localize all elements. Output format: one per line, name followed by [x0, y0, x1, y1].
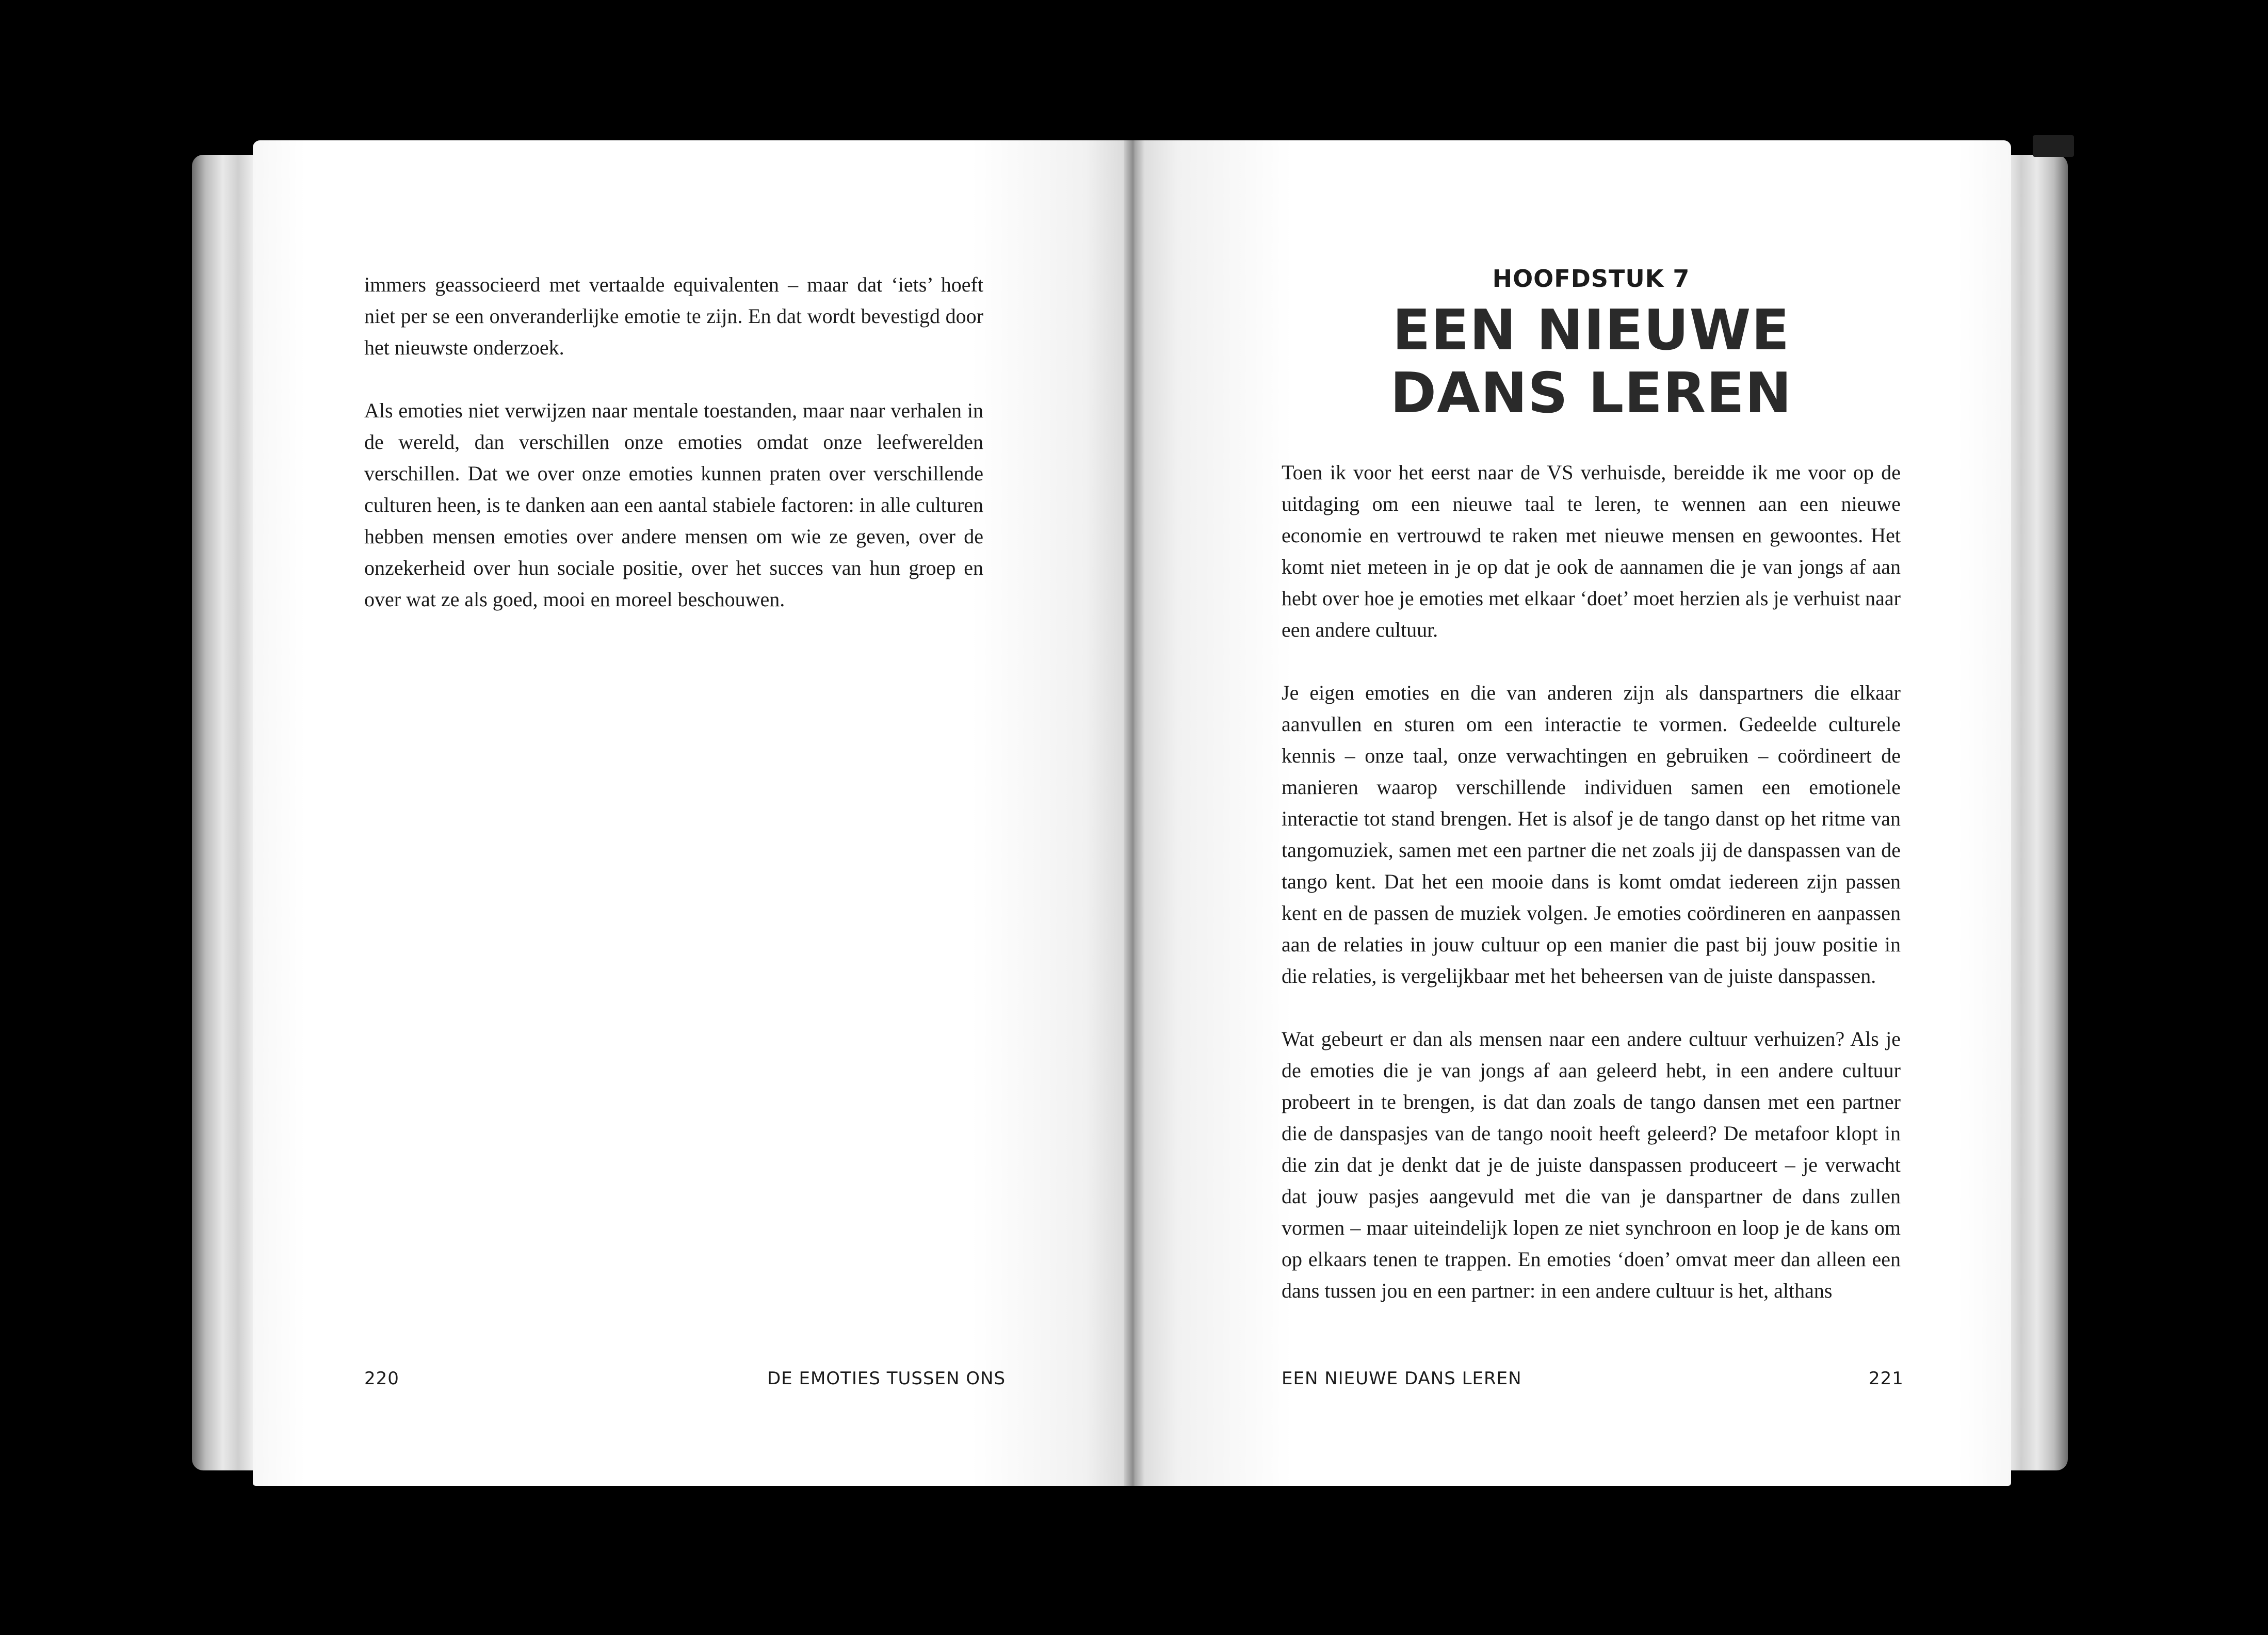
- paragraph-gap: [1282, 645, 1901, 677]
- right-paragraph-3: Wat gebeurt er dan als mensen naar een andere cultuur verhuizen? Als je de emoties die je van jongs af aan geleerd hebt, in een andere cultuur probeert in te brengen, is dat dan zoals de tango dansen met een partner die de danspasjes van de tango nooit heeft geleerd? De metafoor klopt in die zin dat je denkt dat je de juiste danspassen produceert – je verwacht dat jouw pasjes aangevuld met die van je danspartner de dans zullen vormen – maar uiteindelijk lopen ze niet synchroon en loop je de kans om op elkaars tenen te trappen. En emoties ‘doen’ omvat meer dan alleen een dans tussen jou en een partner: in een andere cultuur is het, althans: [1282, 1027, 1901, 1302]
- right-paragraph-2: Je eigen emoties en die van anderen zijn als danspartners die elkaar aanvullen en sturen om een interactie te vormen. Gedeelde culturele kennis – onze taal, onze verwachtingen en gebruiken – coördineert de manieren waarop verschillende individuen samen een emotionele interactie tot stand brengen. Het is alsof je de tango danst op het ritme van tangomuziek, samen met een partner die net zoals jij de danspassen van de tango kent. Dat het een mooie dans is komt omdat iedereen zijn passen kent en de passen de muziek volgen. Je emoties coördineren en aanpassen aan de relaties in jouw cultuur op een manier die past bij jouw positie in die relaties, is vergelijkbaar met het beheersen van de juiste danspassen.: [1282, 681, 1901, 988]
- chapter-title-line-2: DANS LEREN: [1390, 361, 1792, 426]
- chapter-title: [1282, 299, 1901, 425]
- right-paragraph-1: Toen ik voor het eerst naar de VS verhuisde, bereidde ik me voor op de uitdaging om een nieuwe taal te leren, te wennen aan een nieuwe economie en vertrouwd te raken met nieuwe mensen en gewoontes. Het komt niet meteen in je op dat je ook de aannamen die je van jongs af aan hebt over hoe je emoties met elkaar ‘doet’ moet herzien als je verhuist naar een andere cultuur.: [1282, 461, 1901, 641]
- left-page-body: [364, 269, 983, 615]
- right-page-number: 221: [1869, 1368, 1904, 1389]
- paragraph-gap: [1282, 992, 1901, 1023]
- chapter-title-line-1: EEN NIEUWE: [1392, 298, 1790, 363]
- chapter-label: HOOFDSTUK 7: [1492, 265, 1690, 293]
- book-gutter: [1124, 140, 1144, 1486]
- right-running-head: EEN NIEUWE DANS LEREN: [1282, 1368, 1522, 1389]
- book-cover-corner: [2033, 135, 2074, 157]
- left-paragraph-2: Als emoties niet verwijzen naar mentale toestanden, maar naar verhalen in de wereld, dan verschillen onze emoties omdat onze leefwerelden verschillen. Dat we over onze emoties kunnen praten over verschillende culturen heen, is te danken aan een aantal stabiele factoren: in alle culturen hebben mensen emoties over andere mensen om wie ze geven, over de onzekerheid over hun sociale positie, over het succes van hun groep en over wat ze als goed, mooi en moreel beschouwen.: [364, 399, 983, 611]
- left-paragraph-1: immers geassocieerd met vertaalde equivalenten – maar dat ‘iets’ hoeft niet per se een onveranderlijke emotie te zijn. En dat wordt bevestigd door het nieuwste onderzoek.: [364, 273, 983, 359]
- right-page-body: [1282, 457, 1901, 1306]
- left-page-number: 220: [364, 1368, 399, 1389]
- paragraph-gap: [364, 363, 983, 395]
- left-running-head: DE EMOTIES TUSSEN ONS: [767, 1368, 1006, 1389]
